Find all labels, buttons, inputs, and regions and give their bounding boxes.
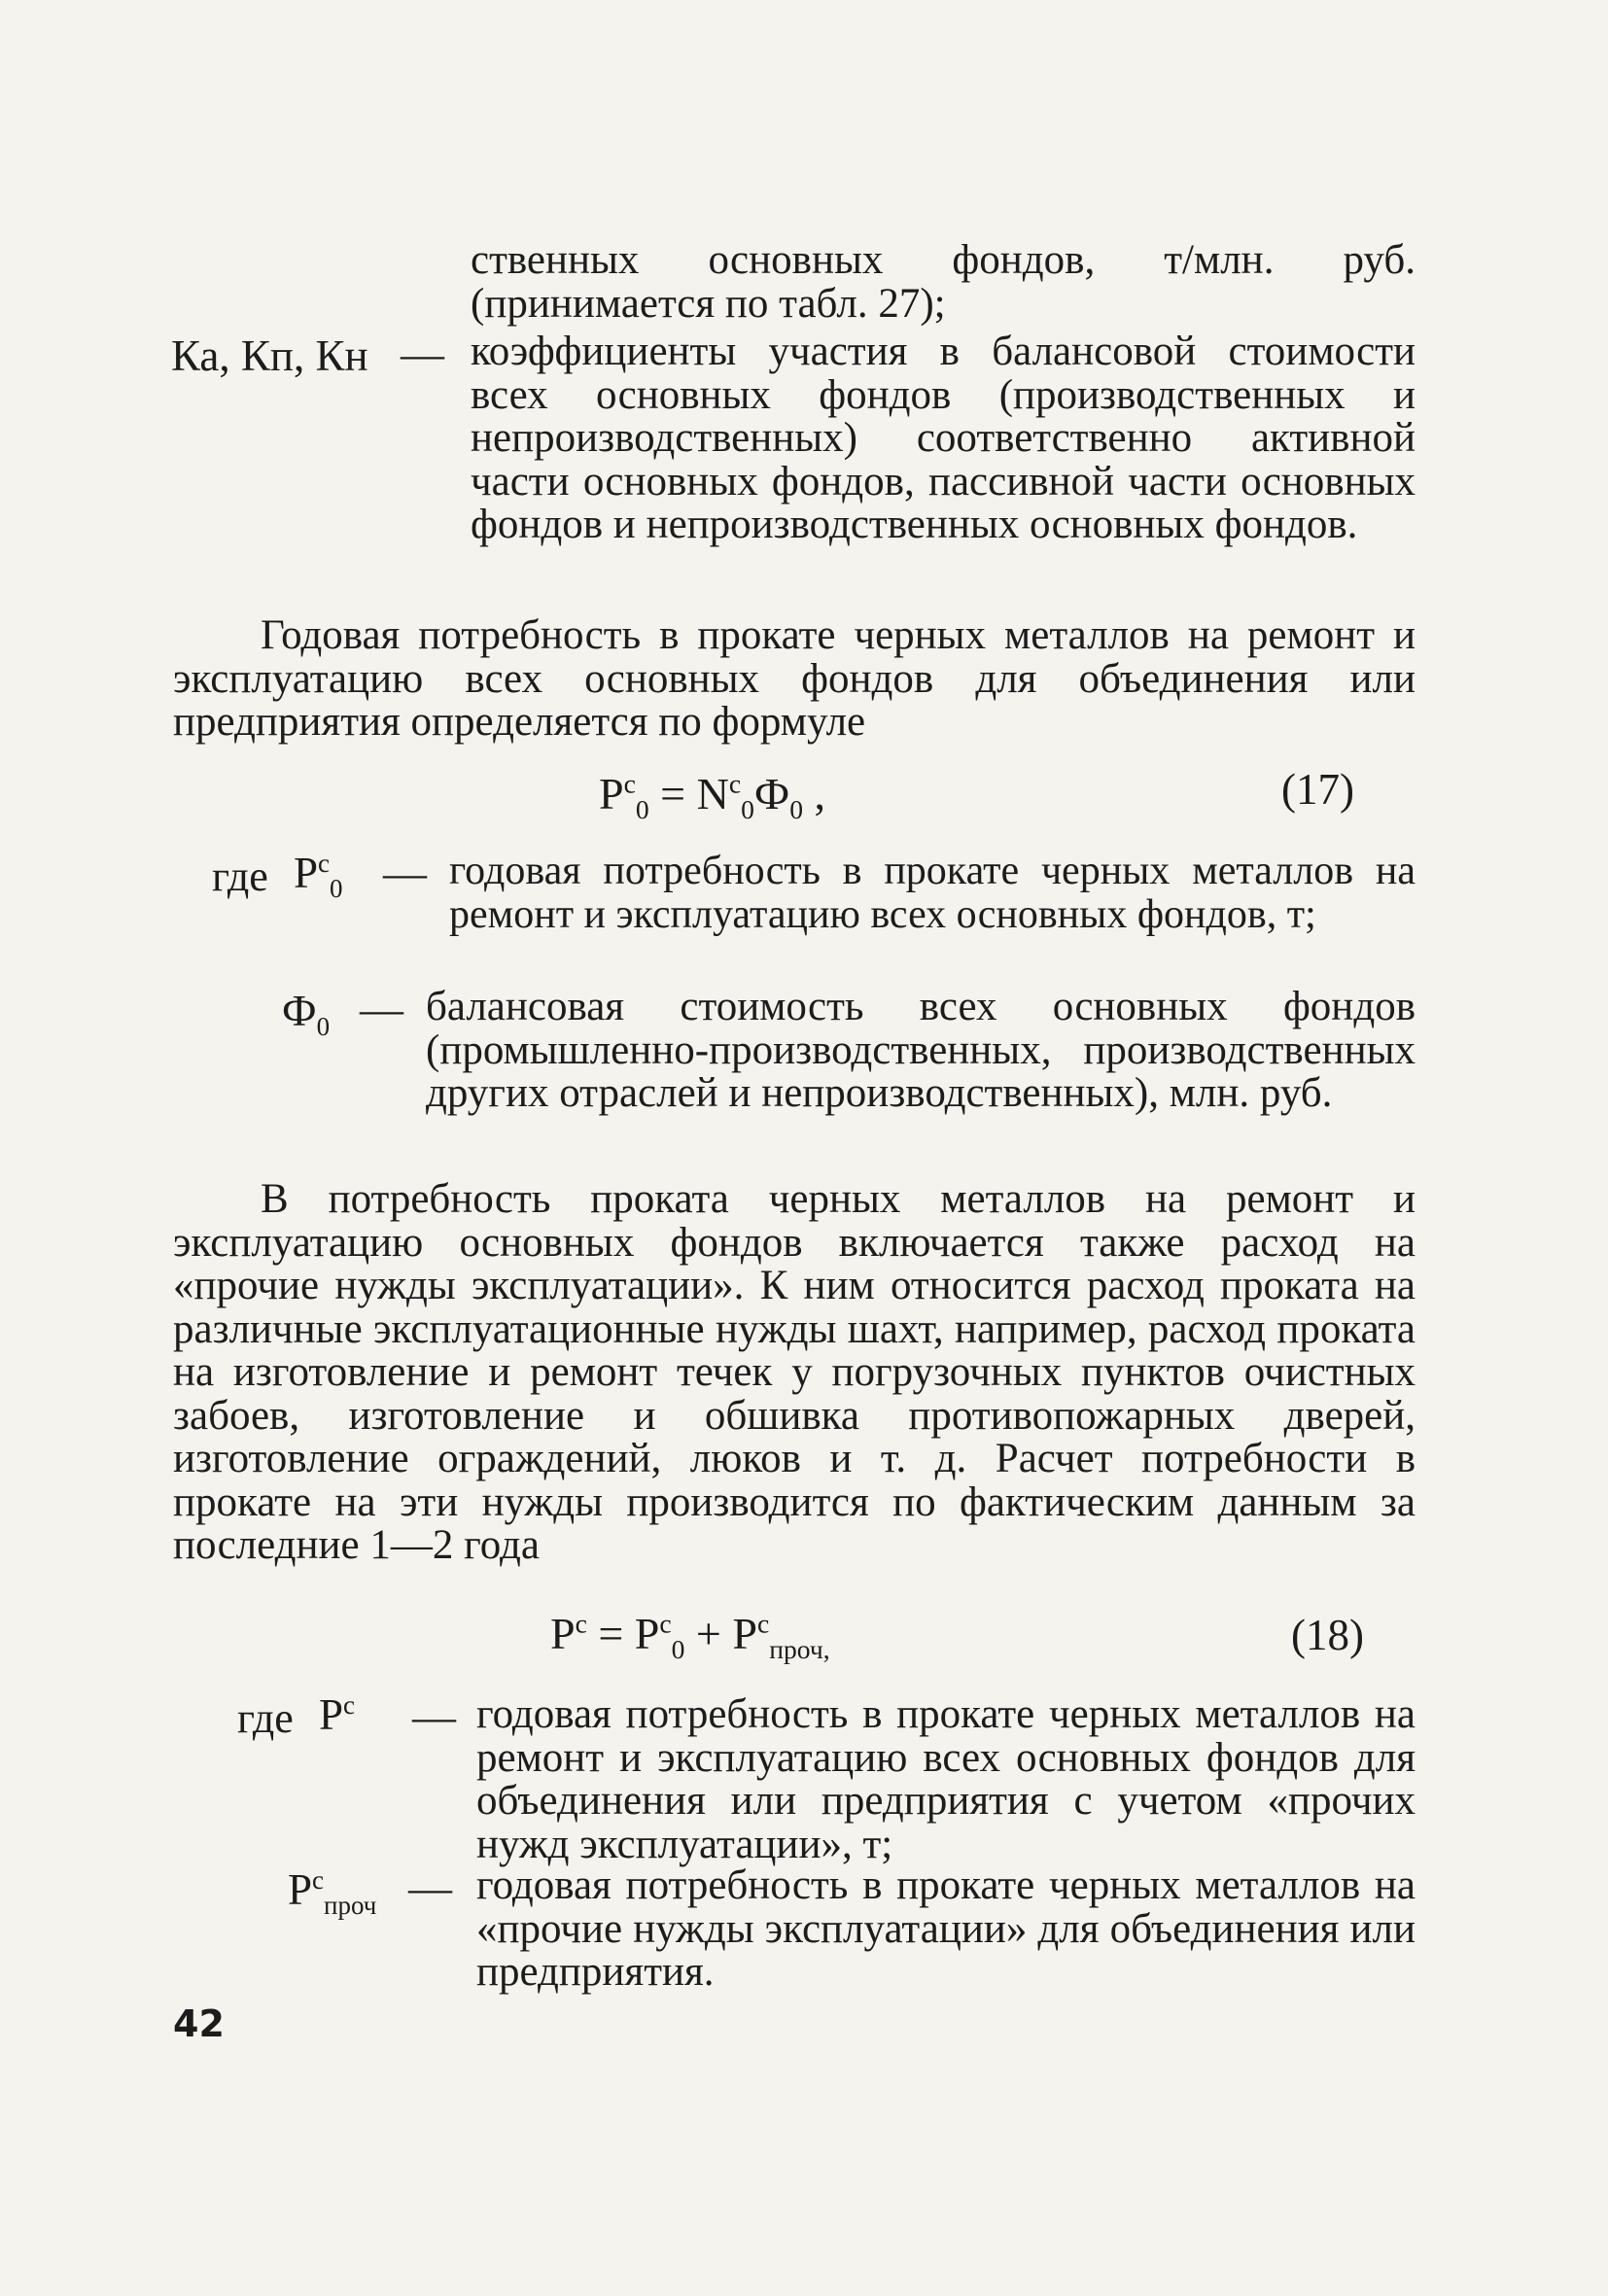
- p0-dash: —: [383, 849, 427, 897]
- p0-definition-text: годовая потребность в прокате черных металлов на ремонт и эксплуатацию всех основных фондов, т;: [449, 849, 1416, 937]
- f17-n-sub: 0: [741, 794, 754, 825]
- f18-pp-sub: проч,: [769, 1634, 830, 1665]
- k-symbols: Ка, Кп, Кн: [171, 331, 368, 380]
- f17-lhs-sup: с: [623, 768, 636, 799]
- equation-number-17: (17): [1281, 765, 1354, 814]
- pc-definition-text: годовая потребность в прокате черных металлов на ремонт и эксплуатацию всех основных фондов для объединения или предприятия с учетом «прочих нужд эксплуатации», т;: [476, 1691, 1416, 1867]
- paragraph-1: [173, 614, 1416, 745]
- f17-lhs: P: [599, 769, 624, 818]
- f17-phi-sub: 0: [789, 794, 803, 825]
- pproch-definition-text: годовая потребность в прокате черных металлов на «прочие нужды эксплуатации» для объединения или предприятия.: [476, 1862, 1416, 1995]
- k-definition-text: коэффициенты участия в балансовой стоимости всех основных фондов (производственных и непроизводственных) соответственно активной части основных фондов, пассивной части основных фондов и непроизводственных основных фондов.: [471, 329, 1416, 547]
- pproch-dash: —: [408, 1863, 452, 1912]
- paragraph-1-text: Годовая потребность в прокате черных металлов на ремонт и эксплуатацию всех основных фондов для объединения или предприятия определяется по формуле: [173, 612, 1416, 745]
- f18-p0-sub: 0: [671, 1634, 685, 1665]
- f18-lhs-sup: с: [575, 1608, 587, 1639]
- pproch-symbol: $P^с_{проч}$: [288, 1865, 377, 1920]
- paragraph-2: [173, 1178, 1416, 1568]
- p0-symbol: $P^с_0$: [294, 849, 343, 903]
- where-2-lead: где: [237, 1694, 294, 1742]
- f17-tail: ,: [803, 769, 825, 818]
- f17-n-sup: с: [728, 768, 742, 799]
- pc-dash: —: [412, 1692, 456, 1741]
- f17-phi: Ф: [753, 769, 790, 818]
- f17-lhs-sub: 0: [635, 794, 649, 825]
- f18-pp-sup: с: [756, 1608, 770, 1639]
- equation-number-18: (18): [1291, 1611, 1364, 1659]
- f18-plus: + P: [684, 1609, 757, 1658]
- f18-eq: = P: [586, 1609, 660, 1658]
- phi0-dash: —: [360, 985, 403, 1033]
- phi0-definition-text: балансовая стоимость всех основных фондов (промышленно-производственных, производственных других отраслей и непроизводственных), млн. руб.: [426, 984, 1416, 1116]
- where-1-lead: где: [212, 852, 268, 900]
- page-number: 42: [173, 2002, 225, 2045]
- pc-symbol: $P^с$: [319, 1690, 356, 1739]
- f18-p0-sup: с: [659, 1608, 672, 1639]
- paragraph-2-text: В потребность проката черных металлов на ремонт и эксплуатацию основных фондов включается также расход на «прочие нужды эксплуатации». К ним относится расход проката на различные эксплуатационные нужды шахт, например, расход проката на изготовление и ремонт течек у погрузочных пунктов очистных забоев, изготовление и обшивка противопожарных дверей, изготовление ограждений, люков и т. д. Расчет потребности в прокате на эти нужды производится по фактическим данным за последние 1—2 года: [173, 1176, 1416, 1568]
- phi0-symbol: $Ф_0$: [282, 987, 331, 1041]
- continuation-text: ственных основных фондов, т/млн. руб. (принимается по табл. 27);: [471, 237, 1416, 327]
- f17-eq: = N: [648, 769, 729, 818]
- f18-lhs: P: [550, 1609, 576, 1658]
- k-dash: —: [401, 330, 444, 378]
- formula-18: [550, 1608, 830, 1665]
- formula-17: [599, 768, 825, 825]
